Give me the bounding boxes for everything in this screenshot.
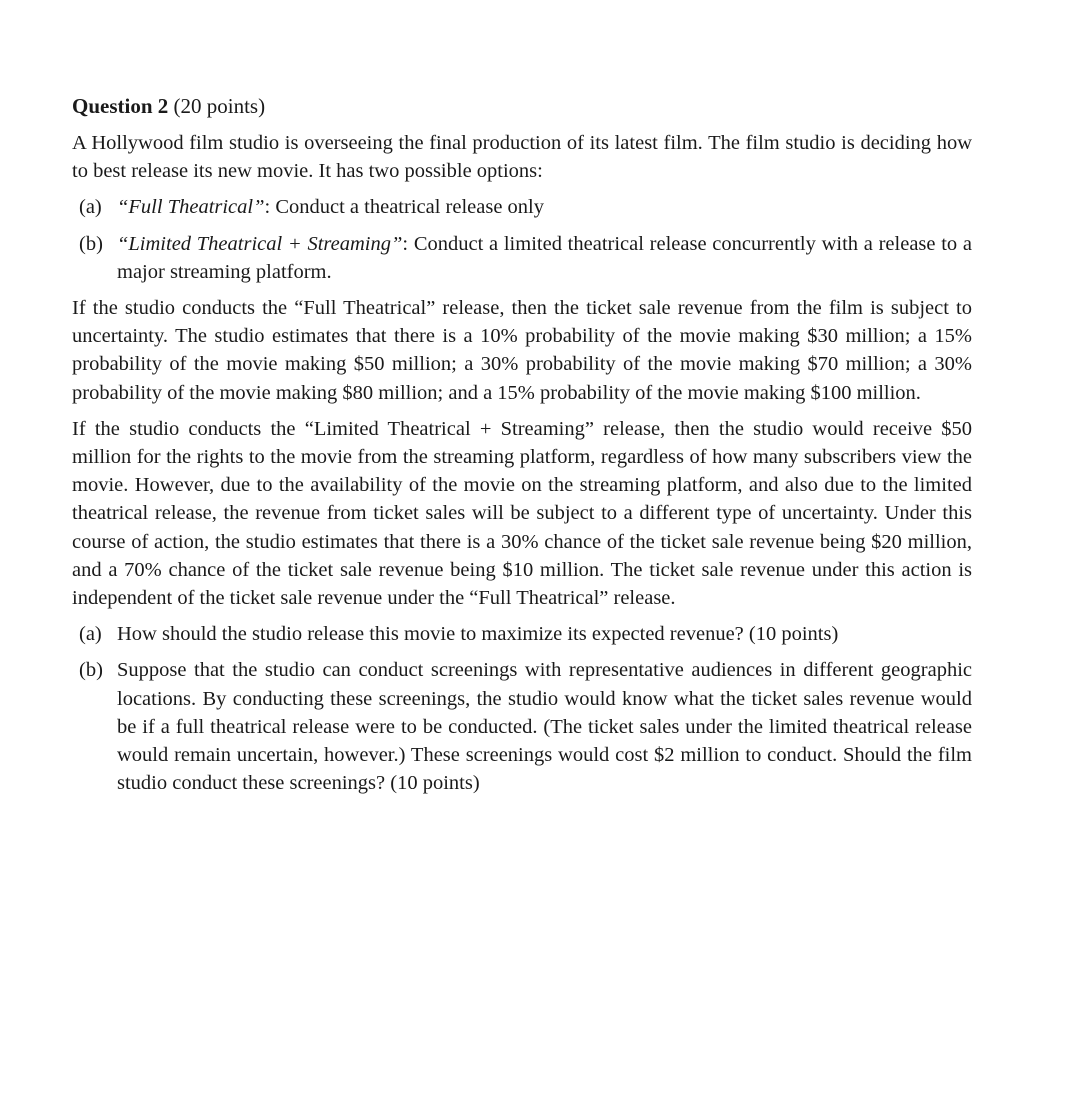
option-full-theatrical	[72, 193, 972, 221]
subquestions-list	[72, 620, 972, 797]
subquestion-marker: (b)	[79, 659, 103, 682]
subquestion-a	[72, 620, 972, 648]
release-options-list	[72, 193, 972, 286]
subquestion-text: How should the studio release this movie to maximize its expected revenue? (10 points)	[117, 623, 839, 646]
option-description: Conduct a theatrical release only	[270, 196, 545, 219]
option-marker: (a)	[79, 196, 102, 219]
option-separator: :	[264, 196, 271, 219]
question-heading	[72, 92, 972, 120]
question-label: Question 2	[72, 94, 169, 118]
subquestion-b	[72, 656, 972, 797]
option-name: “Limited Theatrical + Streaming”	[117, 232, 403, 255]
option-description: Conduct a limited theatrical release concurrently with a release to a major streaming platform.	[117, 232, 973, 283]
subquestion-text: Suppose that the studio can conduct screenings with representative audiences in different geographic locations. By conducting these screenings, the studio would know what the ticket sales revenue would be if a full theatrical release were to be conducted. (The ticket sales under the limited theatrical release would remain uncertain, however.) These screenings would cost $2 million to conduct. Should the film studio conduct these screenings? (10 points)	[117, 659, 972, 795]
option-limited-streaming	[72, 230, 972, 286]
intro-paragraph: A Hollywood film studio is overseeing the final production of its latest film. The film studio is deciding how to best release its new movie. It has two possible options:	[72, 132, 972, 183]
option-name: “Full Theatrical”	[117, 196, 265, 219]
question-document	[72, 92, 972, 805]
full-theatrical-paragraph: If the studio conducts the “Full Theatrical” release, then the ticket sale revenue from the film is subject to uncertainty. The studio estimates that there is a 10% probability of the movie making $30 million; a 15% probability of the movie making $50 million; a 30% probability of the movie making $70 million; a 30% probability of the movie making $80 million; and a 15% probability of the movie making $100 million.	[72, 297, 972, 404]
question-points: (20 points)	[173, 94, 266, 118]
limited-streaming-paragraph: If the studio conducts the “Limited Theatrical + Streaming” release, then the studio would receive $50 million for the rights to the movie from the streaming platform, regardless of how many subscribers view the movie. However, due to the availability of the movie on the streaming platform, and also due to the limited theatrical release, the revenue from ticket sales will be subject to a different type of uncertainty. Under this course of action, the studio estimates that there is a 30% chance of the ticket sale revenue being $20 million, and a 70% chance of the ticket sale revenue being $10 million. The ticket sale revenue under this action is independent of the ticket sale revenue under the “Full Theatrical” release.	[72, 417, 972, 610]
subquestion-marker: (a)	[79, 623, 102, 646]
option-separator: :	[402, 232, 409, 255]
option-marker: (b)	[79, 232, 103, 255]
